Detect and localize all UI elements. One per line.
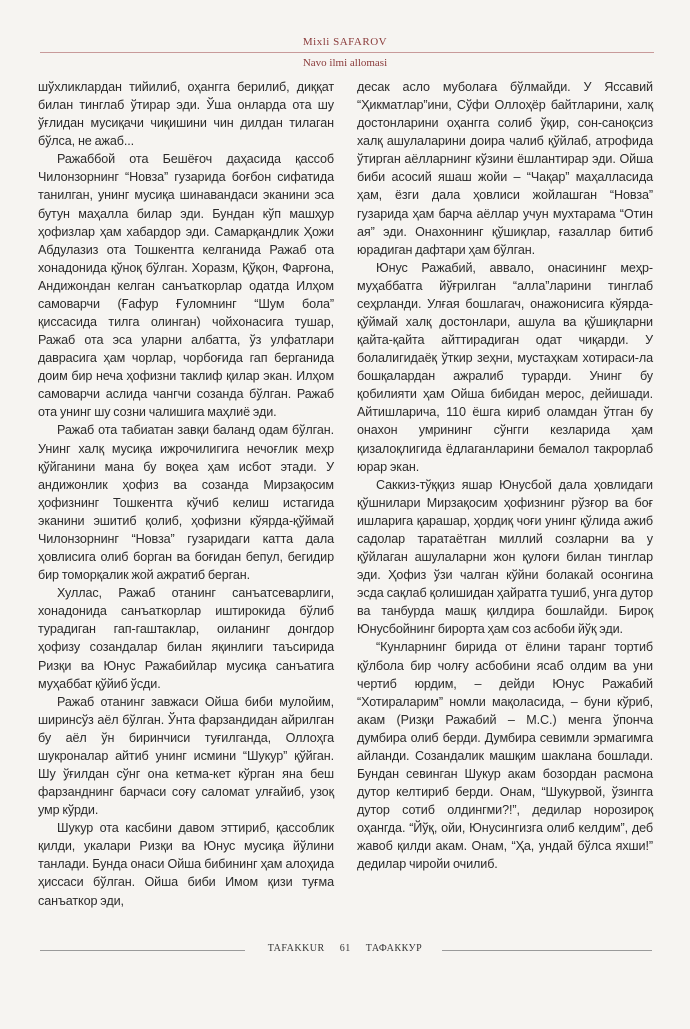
paragraph: “Кунларнинг бирида от ёлини таранг тортиб қўлбола бир чолғу асбобини ясаб олдим ва уни чертиб юрдим, – дейди Юнус Ражабий “Хотираларим” номли мақоласида, – буни кўриб, акам (Ризқи Ражабий – М.С.) менга ўпонча думбира олиб берди. Думбира севимли эрмагимга айланди. Созандалик машқим шаклана бошлади. Бундан севинган Шукур акам бозордан расмона дутор келтириб берди. Онам, “Шукурвой, ўзингга дутор сотиб олдингми?!”, дедилар норозироқ оҳангда. “Йўқ, ойи, Юнусингизга олиб келдим”, деб жавоб қилди акам. Онам, “Ҳа, ундай бўлса яхши!” дедилар чиройи очилиб. [357,640,653,872]
paragraph: шўхликлардан тийилиб, оҳангга берилиб, диққат билан тинглаб ўтирар эди. Ўша онларда ота шу ўғлидан мусиқачи чиқишини чин дилдан тилаган бўлса, не ажаб... [38,80,334,149]
running-head-title: Navo ilmi allomasi [302,57,388,69]
header-rule [40,52,654,53]
footer-text [0,943,690,954]
page-footer [0,943,690,957]
right-column [357,78,653,873]
running-head-author: Mixli SAFAROV [302,36,388,48]
page-number: 61 [339,943,351,954]
paragraph: Саккиз-тўққиз яшар Юнусбой дала ҳовлидаги қўшнилари Мирзақосим ҳофизнинг рўзғор ва боғ ишларига қарашар, ҳордиқ чоғи унинг қўлида ажиб садолар таратаётган миллий созларни ва у қўйлаган ашулаларни жон қулоғи билан тинглар эди. Ҳофиз ўзи чалган кўйни болакай осонгина эсда сақлаб қолишидан ҳайратга тушиб, унга дутор ва танбурда машқ қилдира бошлайди. Бироқ Юнусбойнинг бирорта ҳам соз асбоби йўқ эди. [357,477,653,637]
footer-journal-cyrillic: ТАФАККУР [365,943,423,954]
left-column [38,78,334,910]
paragraph: Хуллас, Ражаб отанинг санъатсеварлиги, хонадонида санъаткорлар иштирокида бўлиб турадиган гап-гаштаклар, оиланинг донгдор ҳофизу созандалар билан яқинлиги таъсирида Ризқи ва Юнус Ражабийлар мусиқа санъатига муҳаббат қўйиб ўсди. [38,586,334,691]
paragraph: десак асло муболаға бўлмайди. У Яссавий “Ҳикматлар”ини, Сўфи Оллоҳёр байтларини, халқ достонларини оҳангга солиб ўқир, сон-саноқсиз халқ ашулаларини доира чалиб қўйлаб, атрофида ўтирган аёлларнинг кўзини ёшлантирар эди. Ойша биби асосий яшаш жойи – “Чақар” маҳалласида ҳам, ёзги дала ҳовлиси жойлашган “Новза” гузарида ҳам барча аёллар учун мухтарама “Отин ая” эди. Онахоннинг қўшиқлар, ғазаллар битиб юрадиган дафтари ҳам бўлган. [357,80,653,257]
paragraph: Шукур ота касбини давом эттириб, қассоблик қилди, укалари Ризқи ва Юнус мусиқа йўлини танлади. Бунда онаси Ойша бибининг ҳам алоҳида ҳиссаси бўлган. Ойша биби Имом қизи туғма санъаткор эди, [38,821,334,908]
paragraph: Ражаб ота табиатан завқи баланд одам бўлган. Унинг халқ мусиқа ижрочилигига нечоғлик меҳр қўйганини мана бу воқеа ҳам исбот этади. У андижонлик ҳофиз ва созанда Мирзақосим ҳофизнинг Тошкентга кўчиб келиш истагида эканини эшитиб қолиб, ҳофизни кўярда-қўймай Чилонзорнинг “Новза” гузаридаги катта дала ҳовлисига олиб борган ва боғидан бепул, бегидир бир томорқалик жой ажратиб берган. [38,423,334,583]
paragraph: Юнус Ражабий, аввало, онасининг меҳр-муҳаббатга йўғрилган “алла”ларини тинглаб сеҳрланди. Улғая бошлагач, онажонисига кўярда-қўймай халқ достонлари, ашула ва қўшиқларни қайта-қайта айттирадиган одат чиқарди. У болалигидаёқ ўткир зеҳни, мустаҳкам хотираси-ла бошқалардан ажралиб турарди. Унинг бу қобилияти ҳам Ойша бибидан мерос, дейишади. Айтишларича, 110 ёшга кириб оламдан ўтган бу онахон умрининг сўнгги кезларида ҳам қизалоқлигида ёдлаганларини бемалол такрорлаб юрар экан. [357,260,653,474]
paragraph: Ражаб отанинг завжаси Ойша биби мулойим, ширинсўз аёл бўлган. Ўнта фарзандидан айрилган бу аёл ўн биринчиси туғилганда, Оллоҳга шукроналар айтиб унинг исмини “Шукур” қўйган. Шу ўғилдан сўнг она кетма-кет кўрган яна беш фарзанднинг барчаси соғу саломат улғайиб, узоқ умр кўрди. [38,694,334,818]
footer-journal-latin: TAFAKKUR [267,943,325,954]
paragraph: Ражаббой ота Бешёғоч даҳасида қассоб Чилонзорнинг “Новза” гузарида боғбон сифатида танилган, унинг мусиқа шинавандаси эканини эса бутун маҳалла билар эди. Бундан кўп машҳур ҳофизлар ҳам хабардор эди. Самарқандлик Ҳожи Абдулазиз ота Тошкентга келганида Ражаб ота хонадонида қўноқ бўлган. Хоразм, Қўқон, Фарғона, Андижондан келган санъаткорлар одатда Илҳом самоварчи (Ғафур Ғуломнинг “Шум бола” қиссасида тилга олинган) чойхонасига тушар, Ражаб ота эса уларни албатта, ўз улфатлари даврасига ҳам чорлар, чорбоғида гап берганида доим бир неча ҳофизни таклиф қилар экан. Илҳом самоварчи аслида чангчи созанда бўлган. Ражаб ота унинг шу созни чалишига маҳлиё эди. [38,152,334,420]
